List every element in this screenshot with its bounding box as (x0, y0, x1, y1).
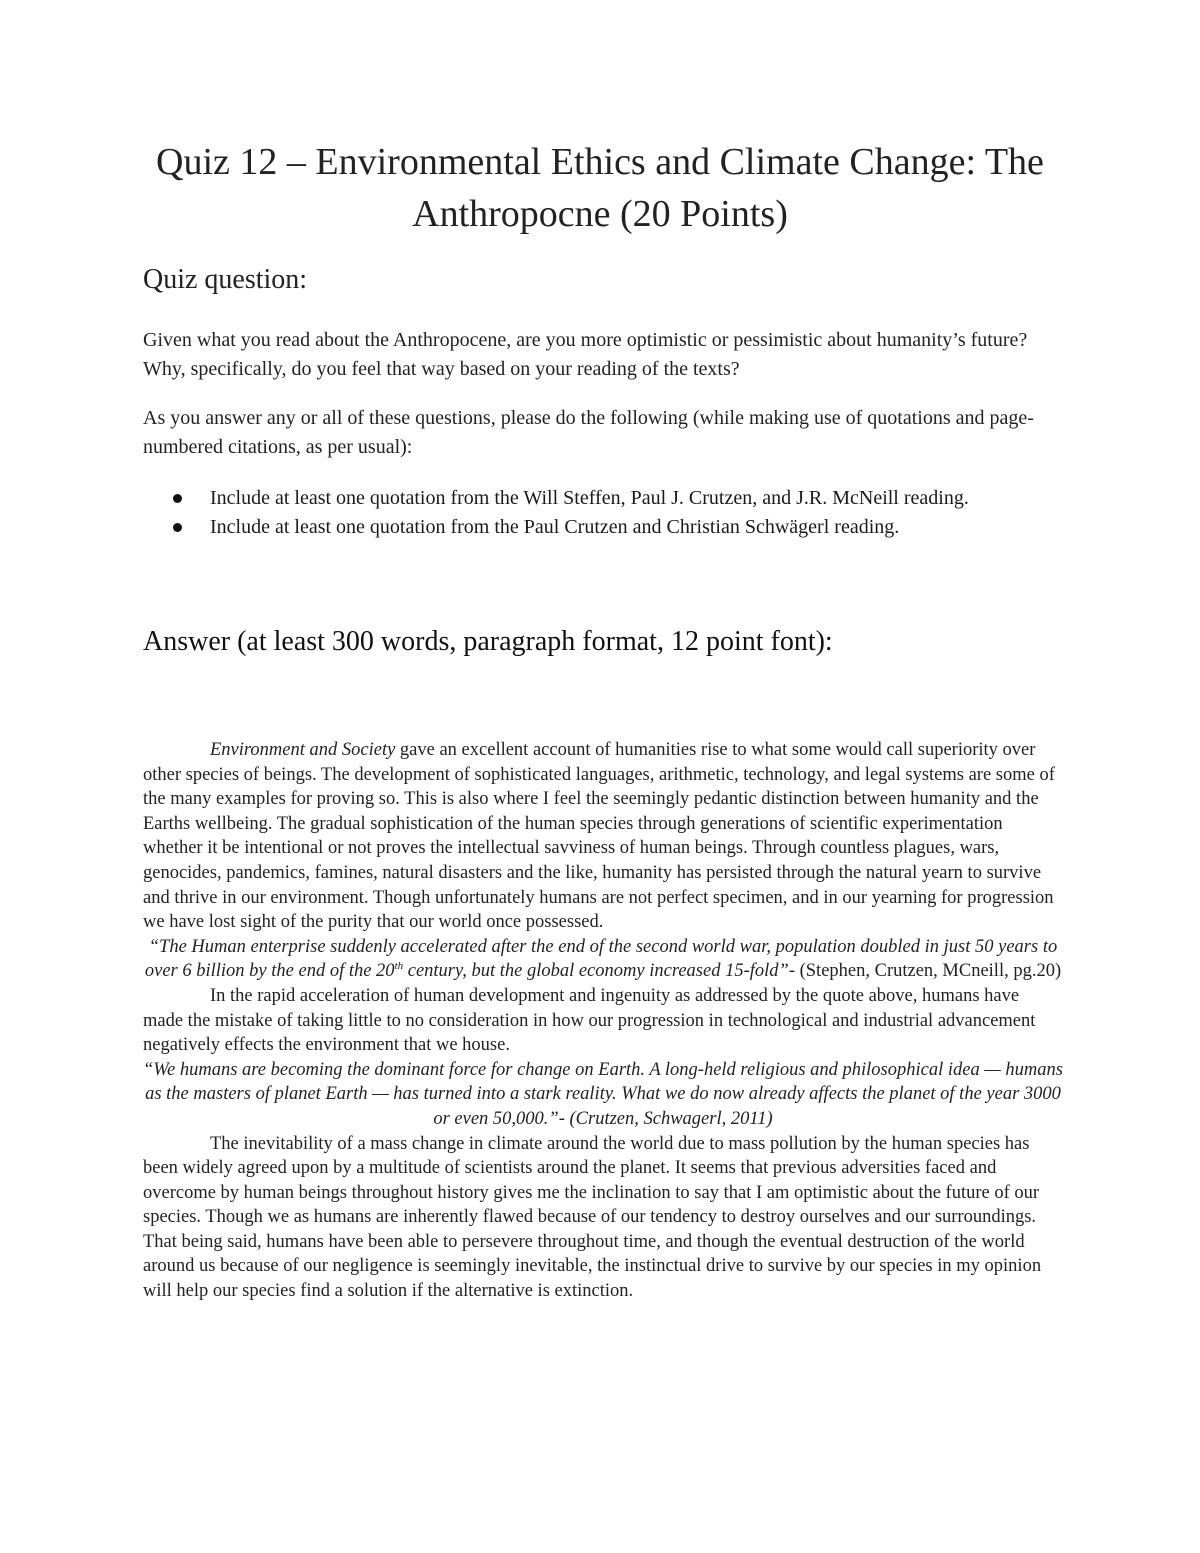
essay-paragraph-3: The inevitability of a mass change in climate around the world due to mass pollution by the human species has been widely agreed upon by a multitude of scientists around the planet. It seems that previous adversities faced and overcome by human beings throughout history gives me the inclination to say that I am optimistic about the future of our species. Though we as humans are inherently flawed because of our tendency to destroy ourselves and our surroundings. That being said, humans have been able to persevere throughout time, and though the eventual destruction of the world around us because of our negligence is seemingly inevitable, the instinctual drive to survive by our species in my opinion will help our species find a solution if the alternative is extinction. (143, 1133, 1042, 1302)
quote-1 (143, 935, 1063, 984)
quote-2: “We humans are becoming the dominant force for change on Earth. A long-held religious and philosophical idea — humans as the masters of planet Earth — has turned into a stark reality. What we do now already affects the planet of the year 3000 or even 50,000.”- (Crutzen, Schwagerl, 2011) (143, 1059, 1063, 1129)
quote-text-continued: century, but the global economy increased 15-fold” (403, 961, 789, 982)
superscript: th (394, 960, 404, 973)
list-item-text: Include at least one quotation from the Will Steffen, Paul J. Crutzen, and J.R. McNeill reading. (210, 487, 969, 509)
title-line-2: Anthropocne (20 Points) (412, 193, 788, 235)
essay-paragraph-2: In the rapid acceleration of human development and ingenuity as addressed by the quote above, humans have made the mistake of taking little to no consideration in how our progression in technological and industrial advancement negatively effects the environment that we house. (143, 985, 1036, 1056)
essay-paragraph-1 (143, 738, 1063, 935)
question-paragraph: Given what you read about the Anthropocene, are you more optimistic or pessimistic about humanity’s future? Why, specifically, do you feel that way based on your reading of the texts? (143, 329, 1028, 380)
paragraph-text: gave an excellent account of humanities rise to what some would call superiority over other species of beings. The development of sophisticated languages, arithmetic, technology, and legal systems are some of the many examples for proving so. This is also where I feel the seemingly pedantic distinction between humanity and the Earths wellbeing. The gradual sophistication of the human species through generations of scientific experimentation whether it be intentional or not proves the intellectual savviness of human beings. Through countless plagues, wars, genocides, pandemics, famines, natural disasters and the like, humanity has persisted through the natural yearn to survive and thrive in our environment. Though unfortunately humans are not perfect specimen, and in our yearning for progression we have lost sight of the purity that our world once possessed. (143, 740, 1055, 933)
instructions-paragraph: As you answer any or all of these questions, please do the following (while making use of quotations and page-numbered citations, as per usual): (143, 407, 1034, 458)
list-item (143, 485, 1043, 512)
bullet-icon (173, 494, 182, 503)
list-item-text: Include at least one quotation from the Paul Crutzen and Christian Schwägerl reading. (210, 516, 900, 538)
quiz-question-heading: Quiz question: (143, 264, 308, 295)
title-line-1: Quiz 12 – Environmental Ethics and Climate Change: The (156, 141, 1044, 183)
document-title (100, 136, 1100, 240)
bullet-icon (173, 523, 182, 532)
quote-citation: - (Stephen, Crutzen, MCneill, pg.20) (788, 961, 1062, 982)
quote-text: “The Human enterprise suddenly accelerated after the end of the second world war, population doubled in just 50 years to over 6 billion by the end of the 20 (144, 936, 1058, 982)
book-title: Environment and Society (210, 740, 396, 760)
essay-body (143, 738, 1063, 1304)
list-item (143, 514, 1043, 541)
requirements-list (143, 485, 1043, 543)
answer-heading: Answer (at least 300 words, paragraph format, 12 point font): (143, 626, 833, 657)
